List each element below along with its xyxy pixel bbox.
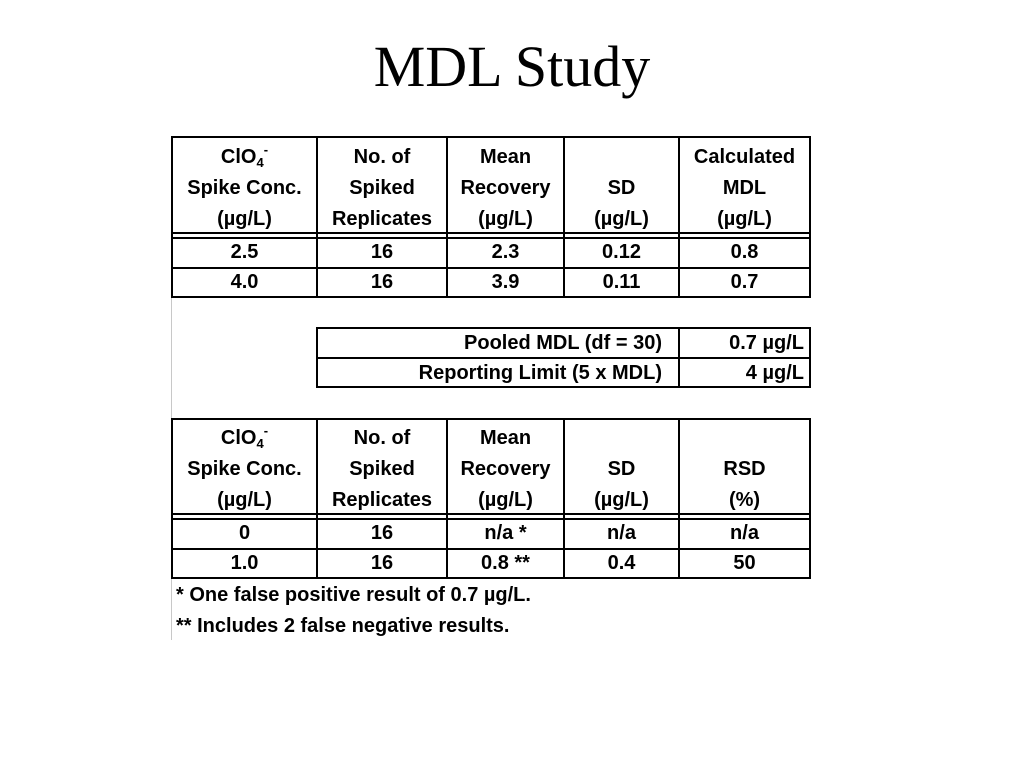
table2-header-mean-recovery: Mean Recovery (µg/L) xyxy=(460,427,551,511)
table2-cell: 16 xyxy=(370,522,394,544)
table1-cell: 16 xyxy=(370,271,394,293)
table1-cell: 16 xyxy=(370,241,394,263)
pooled-col-border xyxy=(809,327,811,388)
table1-cell: 0.8 xyxy=(730,241,759,263)
table2-header-rsd: RSD (%) xyxy=(723,458,766,511)
table1-header-spike-conc: ClO$_4$- Spike Conc. (µg/L) xyxy=(173,142,316,235)
table2-header-sd: SD (µg/L) xyxy=(594,458,649,511)
pooled-mdl-label: Pooled MDL (df = 30) xyxy=(464,332,662,354)
table2-col-border xyxy=(809,418,811,579)
table2-cell: 50 xyxy=(733,552,756,574)
table2-cell: n/a * xyxy=(484,522,527,544)
table2-cell: 16 xyxy=(370,552,394,574)
reporting-limit-label: Reporting Limit (5 x MDL) xyxy=(418,362,662,384)
table2-cell: 0 xyxy=(238,522,251,544)
footnote: ** Includes 2 false negative results. xyxy=(176,615,510,637)
table1-top-border xyxy=(171,136,811,138)
table1-header-calculated-mdl: Calculated MDL (µg/L) xyxy=(693,146,796,230)
table2-header-replicates: No. of Spiked Replicates xyxy=(331,427,433,511)
table2-cell: 1.0 xyxy=(230,552,259,574)
table1-cell: 0.12 xyxy=(602,241,641,263)
table2-top-border xyxy=(171,418,811,420)
table2-cell: 0.4 xyxy=(607,552,636,574)
table1-cell: 0.11 xyxy=(602,271,641,293)
table1-cell: 3.9 xyxy=(491,271,520,293)
table1-cell: 4.0 xyxy=(230,271,259,293)
table1-cell: 2.3 xyxy=(491,241,520,263)
slide-title: MDL Study xyxy=(373,34,651,99)
header-formula: ClO$_4$- xyxy=(220,142,269,170)
table1-header-mean-recovery: Mean Recovery (µg/L) xyxy=(460,146,551,230)
table2-cell: 0.8 ** xyxy=(481,552,530,574)
reporting-limit-value: 4 µg/L xyxy=(745,362,804,384)
pooled-mdl-value: 0.7 µg/L xyxy=(729,332,804,354)
table2-cell: n/a xyxy=(730,522,759,544)
footnote: * One false positive result of 0.7 µg/L. xyxy=(176,584,531,606)
table1-header-replicates: No. of Spiked Replicates xyxy=(331,146,433,230)
table1-header-sd: SD (µg/L) xyxy=(594,177,649,230)
table1-cell: 2.5 xyxy=(230,241,259,263)
table1-col-border xyxy=(809,136,811,298)
table2-header-spike-conc: ClO$_4$- Spike Conc. (µg/L) xyxy=(173,423,316,516)
header-formula: ClO$_4$- xyxy=(220,423,269,451)
table1-cell: 0.7 xyxy=(730,271,759,293)
table2-cell: n/a xyxy=(607,522,636,544)
